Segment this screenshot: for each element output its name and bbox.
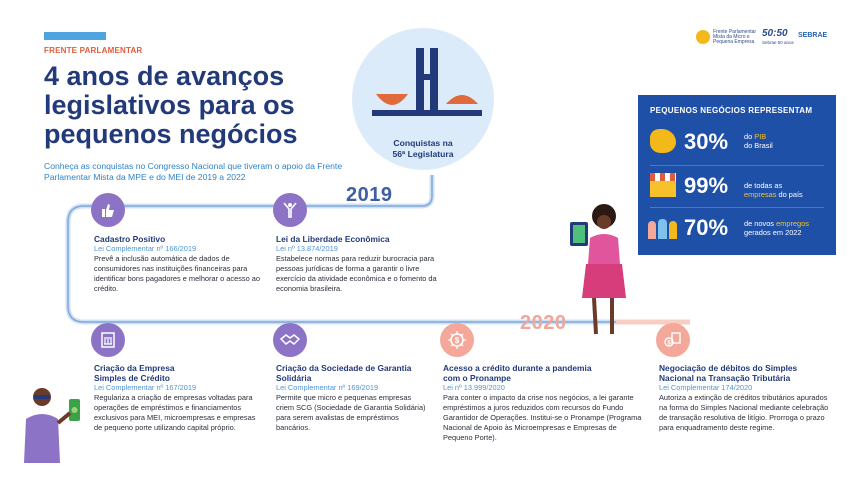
item-title: Cadastro Positivo	[94, 234, 166, 244]
item-text: Autoriza a extinção de créditos tributários apurados na forma do Simples Nacional mediante celebração de transação resolutiva de litígio. Prorroga o prazo para enquadramento deste regime.	[659, 393, 829, 432]
item-title: Acesso a crédito durante a pandemia com o Pronampe	[443, 363, 592, 383]
item-liberdade	[276, 234, 444, 294]
stat-empresas-value: 99%	[684, 173, 729, 198]
money-exchange-icon	[663, 331, 683, 349]
storefront-icon	[650, 173, 676, 197]
svg-text:$: $	[454, 336, 460, 345]
stat-empresas-label	[744, 181, 834, 199]
svg-text:$: $	[667, 340, 671, 347]
thumbs-up-icon	[99, 201, 117, 219]
virus-money-icon	[447, 330, 467, 350]
fifty-logo: 50:50	[762, 28, 788, 39]
year-2020: 2020	[520, 312, 567, 334]
congress-caption-1: Conquistas na	[393, 138, 453, 148]
item-law: Lei Complementar nº 169/2019	[276, 383, 379, 392]
stat-empregos-label	[744, 219, 834, 237]
item-law: Lei nº 13.999/2020	[443, 383, 505, 392]
brazil-map-icon	[650, 129, 676, 153]
stat-pib-label	[744, 132, 832, 150]
page-title: 4 anos de avanços legislativos para os pequenos negócios	[44, 61, 298, 149]
stats-divider	[650, 207, 824, 208]
fifty-logo-sub: Sebrae 50 anos	[762, 40, 794, 45]
item-title: Negociação de débitos do Simples Nacional na Transação Tributária	[659, 363, 798, 383]
freedom-person-icon	[281, 201, 299, 219]
frente-logo-icon	[696, 30, 710, 44]
bank-document-icon	[99, 331, 117, 349]
section-kicker: FRENTE PARLAMENTAR	[44, 46, 143, 55]
handshake-icon	[280, 331, 300, 349]
partner-logos	[696, 26, 826, 48]
item-law: Lei Complementar nº 167/2019	[94, 383, 197, 392]
item-law: Lei nº 13.874/2019	[276, 244, 338, 253]
item-cadastro	[94, 234, 262, 294]
year-2019: 2019	[346, 184, 393, 206]
item-title: Criação da Sociedade de Garantia Solidária	[276, 363, 412, 383]
people-icon	[648, 213, 678, 239]
congress-building-icon	[372, 44, 482, 126]
woman-with-tablet-illustration	[566, 200, 630, 340]
stat-pib-line2: do Brasil	[744, 141, 773, 150]
item-sgs	[276, 363, 426, 433]
stat-empregos-hl: empregos	[776, 219, 809, 228]
sebrae-logo: SEBRAE	[798, 32, 828, 39]
stat-pib-value: 30%	[684, 129, 729, 154]
stat-pib-hl: PIB	[754, 132, 767, 141]
man-with-money-illustration	[14, 383, 90, 463]
medal-liberdade	[273, 193, 307, 227]
medal-simples	[656, 323, 690, 357]
item-law: Lei Complementar nº 166/2019	[94, 244, 197, 253]
item-text: Permite que micro e pequenas empresas criem SCG (Sociedade de Garantia Solidária) para serem avalistas de empréstimos bancários.	[276, 393, 426, 432]
frente-logo-text: Frente Parlamentar Mista da Micro e Pequena Empresa	[713, 29, 757, 45]
stats-panel-title: PEQUENOS NEGÓCIOS REPRESENTAM	[650, 106, 813, 115]
item-esc	[94, 363, 262, 433]
item-text: Estabelece normas para reduzir burocracia para pessoas jurídicas de forma a garantir o livre exercício da atividade econômica e o fomento da economia brasileira.	[276, 254, 437, 293]
stat-empresas-post: do país	[776, 190, 803, 199]
item-title: Lei da Liberdade Econômica	[276, 234, 390, 244]
medal-pronampe	[440, 323, 474, 357]
stat-pib-pre: do	[744, 132, 755, 141]
page-subtitle: Conheça as conquistas no Congresso Nacional que tiveram o apoio da Frente Parlamentar Mista da MPE e do MEI de 2019 a 2022	[44, 161, 343, 182]
stat-empregos-value: 70%	[684, 215, 729, 240]
item-text: Prevê a inclusão automática de dados de consumidores nas instituições financeiras para identificar bons pagadores e melhorar o acesso ao crédito.	[94, 254, 260, 293]
top-accent-bar	[44, 32, 106, 40]
stat-empregos-line2: gerados em 2022	[744, 228, 802, 237]
stats-divider	[650, 165, 824, 166]
stat-empregos-pre: de novos	[744, 219, 777, 228]
item-text: Regulariza a criação de empresas voltadas para operações de empréstimos e financiamentos exclusivos para MEI, microempresas e empresas de pequeno porte utilizando capital próprio.	[94, 393, 256, 432]
congress-caption-2: 56ª Legislatura	[392, 149, 454, 159]
medal-sgs	[273, 323, 307, 357]
item-law: Lei Complementar 174/2020	[659, 383, 753, 392]
item-title: Criação da Empresa Simples de Crédito	[94, 363, 175, 383]
medal-esc	[91, 323, 125, 357]
item-pronampe	[443, 363, 643, 443]
item-simples	[659, 363, 837, 433]
stats-panel	[638, 95, 836, 255]
stat-empresas-hl: empresas	[744, 190, 777, 199]
item-text: Para conter o impacto da crise nos negócios, a lei garante empréstimos a juros reduzidos com recursos do Fundo Garantidor de Operações. Institui-se o Pronampe (Programa Nacional de Apoio às Microempresas e Empresas de Pequeno Porte).	[443, 393, 642, 442]
medal-cadastro	[91, 193, 125, 227]
stat-empresas-pre: de todas as	[744, 181, 783, 190]
